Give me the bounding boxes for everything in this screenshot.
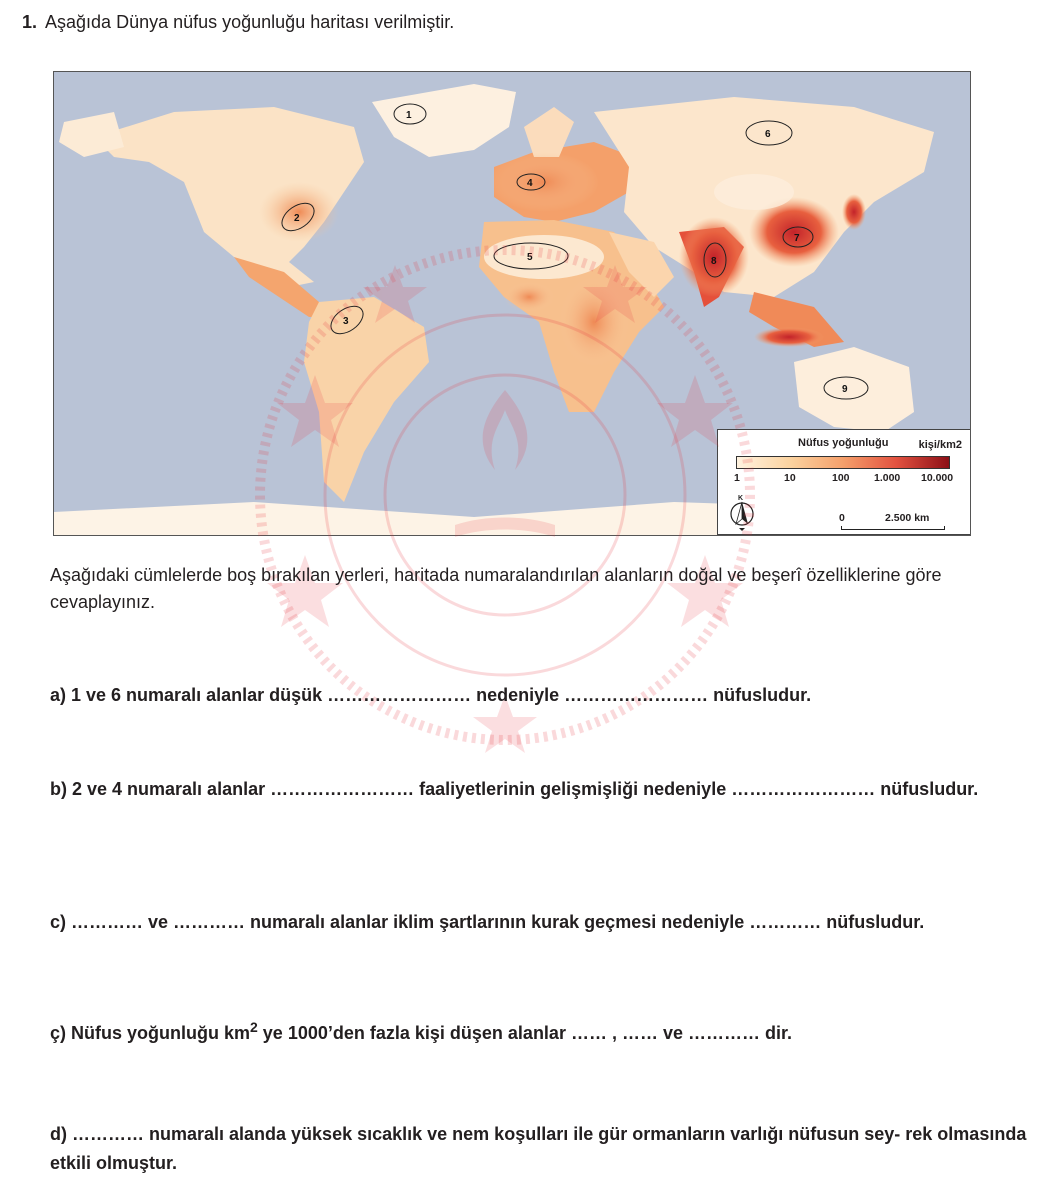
south-america-shape xyxy=(304,297,429,502)
north-arrow-icon xyxy=(726,492,758,532)
legend-tick: 10 xyxy=(784,472,796,484)
item-c-cedilla-after: ye 1000’den fazla kişi düşen alanlar …… , …… ve ………… dir. xyxy=(257,1023,792,1043)
north-label: K xyxy=(738,495,744,502)
instructions: Aşağıdaki cümlelerde boş bırakılan yerleri, haritada numaralandırılan alanların doğal ve beşerî özelliklerine göre cevaplayınız. xyxy=(50,565,942,612)
item-b: b) 2 ve 4 numaralı alanlar …………………… faaliyetlerinin gelişmişliği nedeniyle …………………… nüfusludur. xyxy=(50,779,979,799)
world-population-density-map xyxy=(53,71,971,536)
legend-title: Nüfus yoğunluğu xyxy=(798,437,889,449)
legend-tick: 1 xyxy=(734,472,740,484)
region-5-label: 5 xyxy=(527,252,533,263)
map-legend xyxy=(717,429,971,535)
region-1-label: 1 xyxy=(406,110,412,121)
region-4-label: 4 xyxy=(527,178,533,189)
legend-tick: 10.000 xyxy=(921,472,954,484)
item-c-cedilla-before: ç) Nüfus yoğunluğu km xyxy=(50,1023,250,1043)
legend-tick: 1.000 xyxy=(874,472,901,484)
question-title xyxy=(22,12,454,33)
item-d: d) ………… numaralı alanda yüksek sıcaklık ve nem koşulları ile gür ormanların varlığı nüfusun sey- rek olmasında etkili olmuştur. xyxy=(50,1124,1027,1173)
region-8-label: 8 xyxy=(711,256,717,267)
greenland-shape xyxy=(372,84,516,157)
legend-tick: 100 xyxy=(832,472,850,484)
question-text: Aşağıda Dünya nüfus yoğunluğu haritası verilmiştir. xyxy=(45,12,455,32)
region-6-label: 6 xyxy=(765,129,771,140)
item-a: a) 1 ve 6 numaralı alanlar düşük …………………… nedeniyle …………………… nüfusludur. xyxy=(50,685,812,705)
legend-unit: kişi/km2 xyxy=(918,439,962,451)
region-9-label: 9 xyxy=(842,384,848,395)
region-2-label: 2 xyxy=(294,213,300,224)
australia-shape xyxy=(794,347,914,432)
item-c-cedilla-superscript: 2 xyxy=(250,1019,258,1035)
question-number: 1. xyxy=(22,12,38,32)
scale-distance: 2.500 km xyxy=(885,512,930,524)
scale-zero: 0 xyxy=(839,512,845,524)
region-3-label: 3 xyxy=(343,316,349,327)
item-c: c) ………… ve ………… numaralı alanlar iklim şartlarının kurak geçmesi nedeniyle ………… nüfusludur. xyxy=(50,912,925,932)
legend-color-bar xyxy=(736,456,950,469)
region-7-label: 7 xyxy=(794,233,800,244)
item-c-cedilla xyxy=(50,1013,1040,1048)
scale-bar xyxy=(841,526,945,530)
